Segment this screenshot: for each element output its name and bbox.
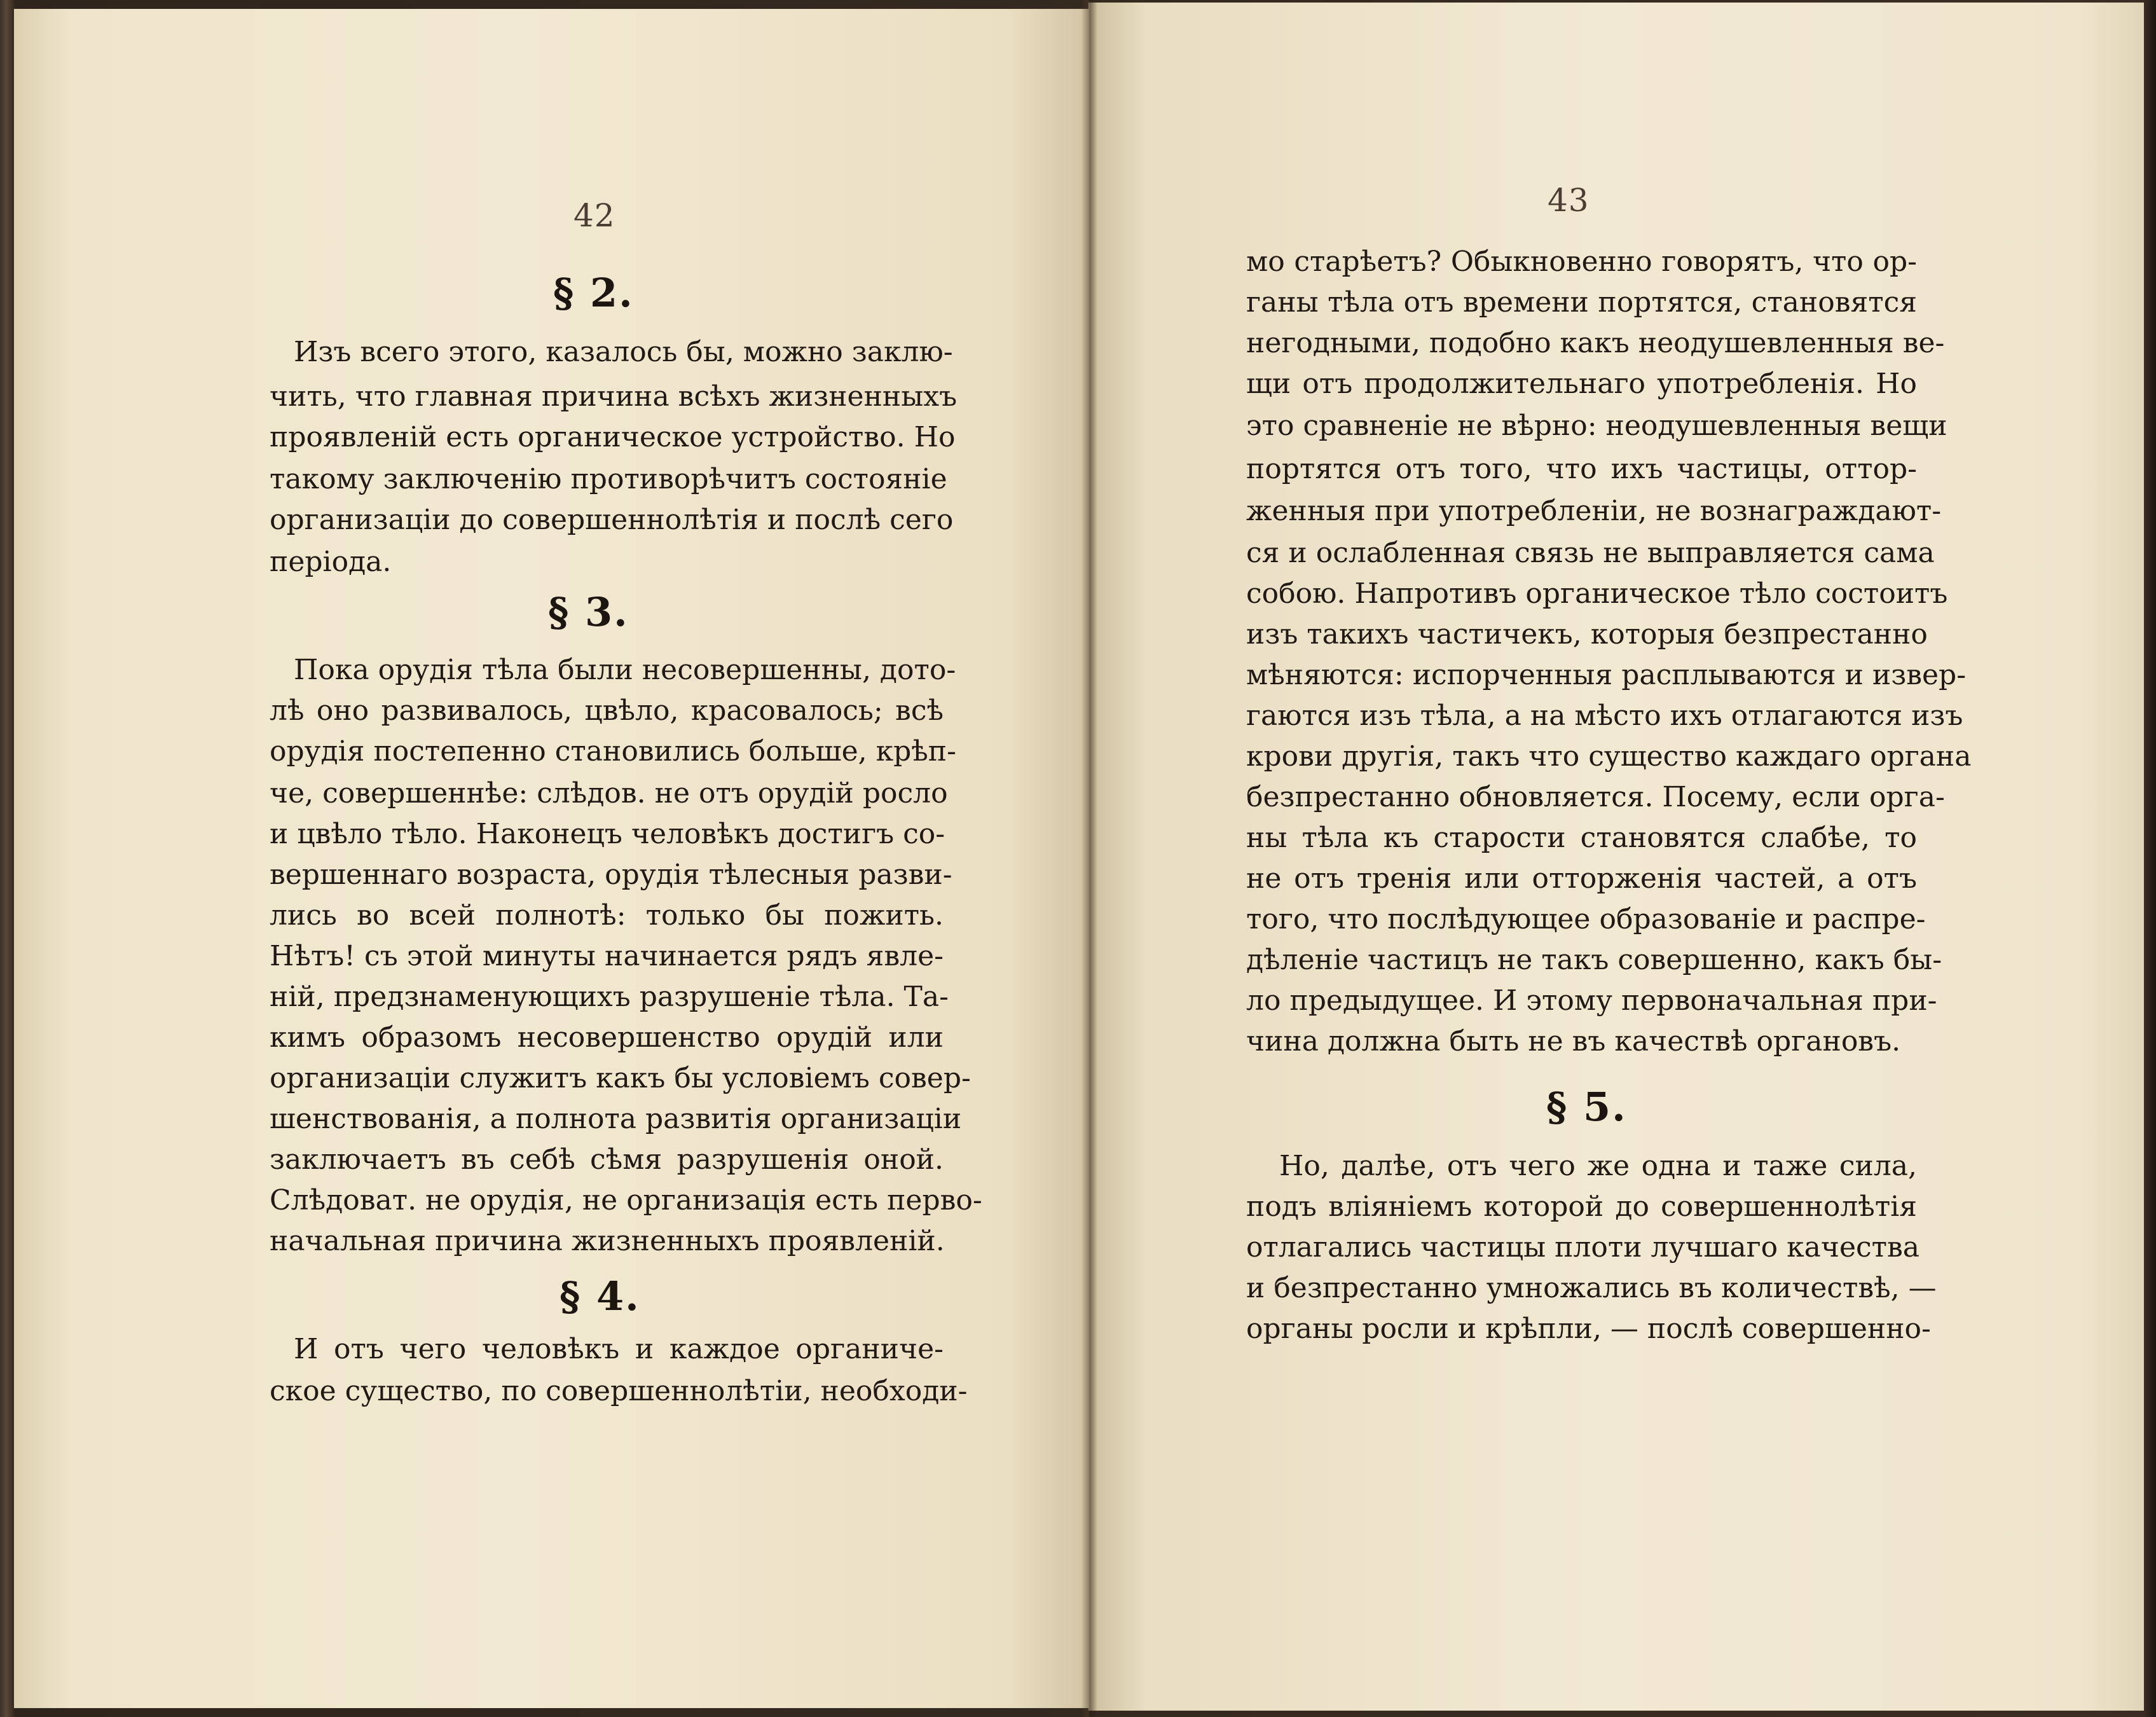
text-line: мѣняются: испорченныя расплываются и извер- xyxy=(1246,659,1967,691)
text-line: органы росли и крѣпли, — послѣ совершенно- xyxy=(1246,1313,1931,1345)
text-line: организаціи до совершеннолѣтія и послѣ сего xyxy=(270,504,954,536)
text-line: подъ вліяніемъ которой до совершеннолѣтія xyxy=(1246,1190,1917,1223)
text-line: это сравненіе не вѣрно: неодушевленныя вещи xyxy=(1246,410,1947,442)
text-line: ся и ослабленная связь не выправляется сама xyxy=(1246,537,1935,569)
text-line: лись во всей полнотѣ: только бы пожить. xyxy=(270,899,944,932)
text-line: лѣ оно развивалось, цвѣло, красовалось; всѣ xyxy=(270,694,944,727)
page-number: 43 xyxy=(1548,182,1590,219)
section-heading: § 4. xyxy=(560,1273,640,1320)
text-line: періода. xyxy=(270,546,392,578)
text-line: ское существо, по совершеннолѣтіи, необходи- xyxy=(270,1375,968,1407)
text-line: не отъ тренія или отторженія частей, а отъ xyxy=(1246,862,1917,895)
text-line: дѣленіе частицъ не такъ совершенно, какъ бы- xyxy=(1246,944,1942,976)
text-line: чить, что главная причина всѣхъ жизненныхъ xyxy=(270,380,958,413)
text-line: мо старѣетъ? Обыкновенно говорятъ, что ор- xyxy=(1246,245,1917,278)
section-heading: § 2. xyxy=(553,270,634,316)
text-line: Пока орудія тѣла были несовершенны, дото- xyxy=(294,654,956,686)
text-line: заключаетъ въ себѣ сѣмя разрушенія оной. xyxy=(270,1143,944,1176)
text-line: гаются изъ тѣла, а на мѣсто ихъ отлагаются изъ xyxy=(1246,700,1963,732)
text-line: щи отъ продолжительнаго употребленія. Но xyxy=(1246,368,1917,400)
section-heading: § 5. xyxy=(1546,1084,1627,1130)
book-gutter xyxy=(1081,0,1097,1717)
text-line: крови другія, такъ что существо каждаго органа xyxy=(1246,740,1972,773)
text-line: Нѣтъ! съ этой минуты начинается рядъ явле- xyxy=(270,940,944,972)
right-page xyxy=(1088,3,2144,1711)
text-line: организаціи служитъ какъ бы условіемъ совер- xyxy=(270,1062,971,1094)
text-line: ны тѣла къ старости становятся слабѣе, то xyxy=(1246,822,1917,854)
text-line: И отъ чего человѣкъ и каждое органиче- xyxy=(294,1333,944,1365)
section-heading: § 3. xyxy=(548,589,629,635)
text-line: негодными, подобно какъ неодушевленныя ве- xyxy=(1246,327,1945,359)
text-line: Но, далѣе, отъ чего же одна и таже сила, xyxy=(1279,1150,1917,1182)
text-line: ло предыдущее. И этому первоначальная при- xyxy=(1246,984,1937,1017)
text-line: орудія постепенно становились больше, крѣп- xyxy=(270,735,956,768)
text-line: и цвѣло тѣло. Наконецъ человѣкъ достигъ со- xyxy=(270,818,945,850)
text-line: того, что послѣдующее образованіе и распре- xyxy=(1246,903,1926,935)
text-line: портятся отъ того, что ихъ частицы, оттор- xyxy=(1246,453,1917,485)
text-line: собою. Напротивъ органическое тѣло состоитъ xyxy=(1246,577,1948,610)
text-line: Слѣдоват. не орудія, не организація есть перво- xyxy=(270,1184,982,1217)
text-line: кимъ образомъ несовершенство орудій или xyxy=(270,1021,944,1054)
text-line: ній, предзнаменующихъ разрушеніе тѣла. Та- xyxy=(270,981,949,1013)
text-line: женныя при употребленіи, не вознаграждают- xyxy=(1246,495,1942,527)
left-page xyxy=(14,9,1088,1708)
text-line: чина должна быть не въ качествѣ органовъ. xyxy=(1246,1025,1901,1058)
text-line: и безпрестанно умножались въ количествѣ, — xyxy=(1246,1272,1937,1304)
text-line: проявленій есть органическое устройство. Но xyxy=(270,421,956,453)
text-line: такому заключенію противорѣчитъ состояніе xyxy=(270,463,947,495)
text-line: Изъ всего этого, казалось бы, можно заклю- xyxy=(294,336,953,368)
text-line: отлагались частицы плоти лучшаго качества xyxy=(1246,1231,1919,1264)
page-number: 42 xyxy=(573,197,615,234)
text-line: изъ такихъ частичекъ, которыя безпрестанно xyxy=(1246,618,1928,651)
text-line: безпрестанно обновляется. Посему, если орга- xyxy=(1246,781,1945,813)
text-line: ганы тѣла отъ времени портятся, становятся xyxy=(1246,286,1917,319)
text-line: начальная причина жизненныхъ проявленій. xyxy=(270,1225,945,1257)
text-line: че, совершеннѣе: слѣдов. не отъ орудій росло xyxy=(270,777,948,810)
text-line: вершеннаго возраста, орудія тѣлесныя разви- xyxy=(270,858,952,891)
text-line: шенствованія, а полнота развитія организаціи xyxy=(270,1103,962,1135)
